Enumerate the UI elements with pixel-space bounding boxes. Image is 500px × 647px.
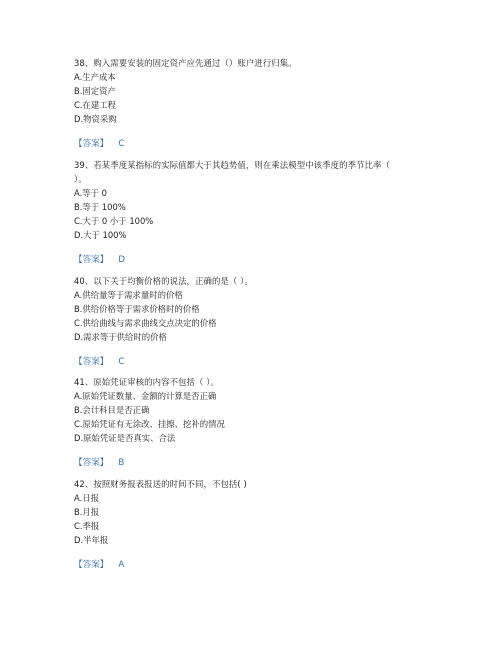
option-b: B.会计科目是否正确 (74, 405, 150, 415)
question-stem: 40、以下关于均衡价格的说法，正确的是（ ）。 (74, 276, 253, 286)
answer-value: C (118, 139, 125, 149)
answer-line (74, 137, 434, 151)
option-d: D.需求等于供给时的价格 (74, 332, 167, 342)
question-stem: 39、若某季度某指标的实际值都大于其趋势值，则在乘法模型中该季度的季节比率（ (74, 160, 390, 170)
answer-label: 【答案】 (74, 560, 109, 570)
question-40 (74, 274, 434, 369)
question-41 (74, 375, 434, 470)
answer-value: A (118, 560, 125, 570)
question-42 (74, 477, 434, 572)
answer-line (74, 253, 434, 267)
option-b: B.月报 (74, 507, 100, 517)
answer-value: D (118, 255, 126, 265)
option-a: A.供给量等于需求量时的价格 (74, 290, 183, 300)
answer-value: C (118, 357, 125, 367)
question-stem: 38、购入需要安装的固定资产应先通过（）账户进行归集。 (74, 58, 297, 68)
option-d: D.半年报 (74, 535, 109, 545)
answer-label: 【答案】 (74, 139, 109, 149)
question-stem-continued: ）。 (74, 174, 87, 184)
answer-label: 【答案】 (74, 458, 109, 468)
answer-line (74, 355, 434, 369)
option-a: A.等于 0 (74, 188, 107, 198)
option-d: D.物资采购 (74, 114, 117, 124)
option-c: C.季报 (74, 521, 100, 531)
option-a: A.生产成本 (74, 72, 116, 82)
option-c: C.供给曲线与需求曲线交点决定的价格 (74, 318, 217, 328)
question-stem: 41、原始凭证审核的内容不包括（ ）。 (74, 377, 220, 387)
option-c: C.原始凭证有无涂改、挂擦、挖补的情况 (74, 419, 225, 429)
answer-label: 【答案】 (74, 357, 109, 367)
option-b: B.供给价格等于需求价格时的价格 (74, 304, 200, 314)
question-39 (74, 158, 434, 267)
option-a: A.原始凭证数量、金额的计算是否正确 (74, 391, 217, 401)
option-b: B.等于 100% (74, 202, 126, 212)
option-c: C.在建工程 (74, 100, 117, 110)
answer-label: 【答案】 (74, 255, 109, 265)
question-stem: 42、按照财务报表报送的时间不同，不包括( ) (74, 479, 247, 489)
option-c: C.大于 0 小于 100% (74, 216, 154, 226)
option-d: D.原始凭证是否真实、合法 (74, 433, 176, 443)
option-b: B.固定资产 (74, 86, 116, 96)
option-a: A.日报 (74, 493, 99, 503)
answer-line (74, 558, 434, 572)
option-d: D.大于 100% (74, 230, 127, 240)
answer-value: B (118, 458, 125, 468)
answer-line (74, 456, 434, 470)
question-38 (74, 56, 434, 151)
